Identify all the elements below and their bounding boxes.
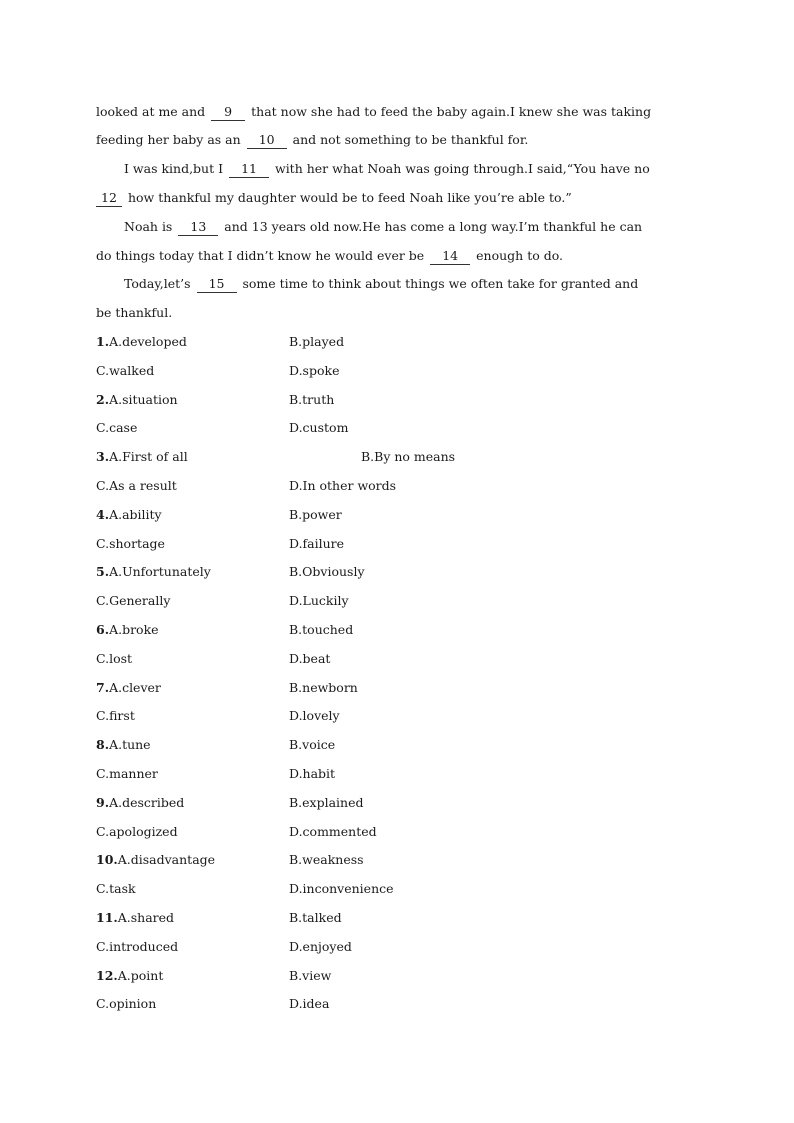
option-d: D.beat [289, 651, 331, 666]
option-d: D.idea [289, 996, 330, 1011]
option-c: C.walked [96, 363, 155, 378]
text: looked at me and [96, 104, 210, 119]
question-number: 2. [96, 392, 110, 407]
option-d: D.In other words [289, 478, 397, 493]
question-7-row-ab [96, 678, 161, 698]
question-8-row-ab [96, 735, 151, 755]
option-b: B.voice [289, 737, 336, 752]
option-a: A.described [109, 795, 185, 810]
option-a: A.broke [109, 622, 159, 637]
option-a: A.developed [109, 334, 187, 349]
option-b: B.power [289, 507, 342, 522]
option-b: B.talked [289, 910, 342, 925]
option-d: D.habit [289, 766, 336, 781]
question-11-row-ab [96, 908, 174, 928]
option-b: B.Obviously [289, 564, 365, 579]
passage-line-8: be thankful. [96, 305, 173, 320]
text: and 13 years old now.He has come a long way.I’m thankful he can [220, 219, 643, 234]
option-c: C.Generally [96, 593, 171, 608]
text: Today,let’s [124, 276, 195, 291]
option-b: B.touched [289, 622, 354, 637]
question-10-row-ab [96, 850, 215, 870]
text: how thankful my daughter would be to feed Noah like you’re able to.” [124, 190, 572, 205]
question-number: 11. [96, 910, 118, 925]
question-number: 5. [96, 564, 110, 579]
option-c: C.case [96, 420, 138, 435]
question-number: 4. [96, 507, 110, 522]
blank-9: 9 [211, 104, 245, 121]
option-c: C.shortage [96, 536, 165, 551]
option-a: A.Unfortunately [109, 564, 211, 579]
option-a: A.situation [109, 392, 178, 407]
question-number: 12. [96, 968, 118, 983]
option-a: A.point [117, 968, 164, 983]
question-2-row-ab [96, 390, 178, 410]
option-c: C.task [96, 881, 136, 896]
passage-line-1 [96, 102, 651, 122]
option-a: A.First of all [109, 449, 188, 464]
question-number: 6. [96, 622, 110, 637]
option-a: A.ability [109, 507, 162, 522]
option-d: D.custom [289, 420, 349, 435]
passage-line-6 [96, 246, 563, 266]
text: some time to think about things we often take for granted and [238, 276, 639, 291]
question-4-row-ab [96, 505, 162, 525]
passage-line-4 [96, 188, 572, 208]
question-6-row-ab [96, 620, 159, 640]
question-number: 10. [96, 852, 118, 867]
option-d: D.lovely [289, 708, 340, 723]
option-d: D.enjoyed [289, 939, 352, 954]
question-12-row-ab [96, 966, 163, 986]
option-b: B.By no means [361, 449, 456, 464]
option-b: B.explained [289, 795, 364, 810]
text: do things today that I didn’t know he would ever be [96, 248, 429, 263]
question-number: 3. [96, 449, 110, 464]
question-number: 8. [96, 737, 110, 752]
option-b: B.played [289, 334, 345, 349]
option-d: D.inconvenience [289, 881, 394, 896]
text: enough to do. [472, 248, 564, 263]
passage-line-2 [96, 130, 528, 150]
option-a: A.clever [109, 680, 161, 695]
passage-line-3 [124, 159, 650, 179]
option-d: D.failure [289, 536, 345, 551]
option-c: C.manner [96, 766, 158, 781]
blank-10: 10 [247, 132, 287, 149]
option-c: C.lost [96, 651, 133, 666]
blank-13: 13 [178, 219, 218, 236]
question-3-row-a [96, 447, 188, 467]
question-9-row-ab [96, 793, 184, 813]
text: I was kind,but I [124, 161, 228, 176]
text: with her what Noah was going through.I said,“You have no [271, 161, 650, 176]
option-c: C.apologized [96, 824, 178, 839]
question-5-row-ab [96, 562, 211, 582]
option-b: B.newborn [289, 680, 358, 695]
text: and not something to be thankful for. [288, 132, 529, 147]
blank-12: 12 [96, 190, 122, 207]
option-a: A.disadvantage [117, 852, 216, 867]
option-b: B.weakness [289, 852, 364, 867]
question-1-row-ab [96, 332, 187, 352]
option-a: A.shared [117, 910, 175, 925]
blank-11: 11 [229, 161, 269, 178]
blank-14: 14 [430, 248, 470, 265]
blank-15: 15 [197, 276, 237, 293]
option-c: C.opinion [96, 996, 157, 1011]
option-b: B.truth [289, 392, 335, 407]
option-d: D.Luckily [289, 593, 349, 608]
text: feeding her baby as an [96, 132, 245, 147]
passage-line-7 [124, 274, 638, 294]
option-a: A.tune [109, 737, 151, 752]
passage-line-5 [124, 217, 642, 237]
text: Noah is [124, 219, 177, 234]
text: that now she had to feed the baby again.I knew she was taking [247, 104, 652, 119]
option-c: C.first [96, 708, 135, 723]
question-number: 1. [96, 334, 110, 349]
question-number: 9. [96, 795, 110, 810]
option-d: D.spoke [289, 363, 340, 378]
option-d: D.commented [289, 824, 377, 839]
option-c: C.As a result [96, 478, 177, 493]
question-number: 7. [96, 680, 110, 695]
option-b: B.view [289, 968, 332, 983]
option-c: C.introduced [96, 939, 179, 954]
